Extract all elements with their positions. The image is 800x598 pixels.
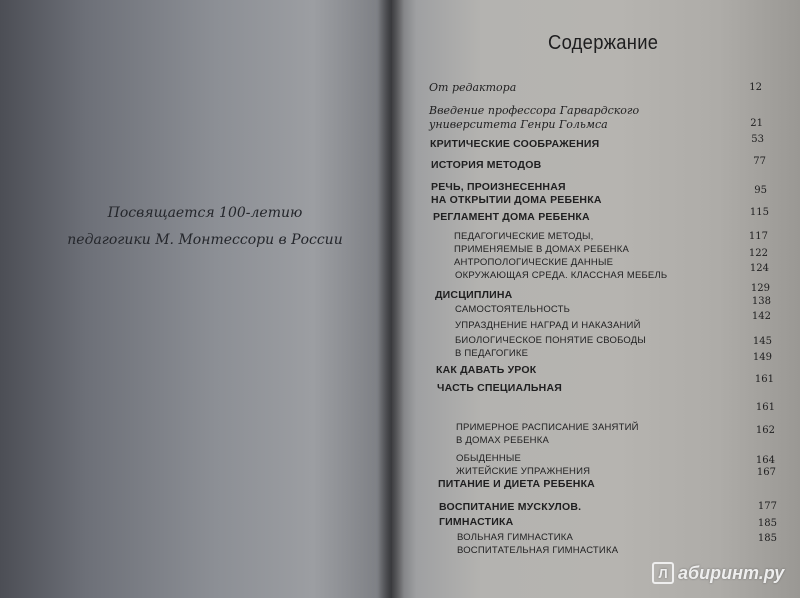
toc-entry-text: КРИТИЧЕСКИЕ СООБРАЖЕНИЯ [430, 138, 600, 150]
toc-entry-text: ИСТОРИЯ МЕТОДОВ [431, 159, 542, 171]
toc-entry-text: САМОСТОЯТЕЛЬНОСТЬ [455, 304, 571, 315]
toc-page-number: 122 [748, 248, 768, 259]
toc-entry-text: УПРАЗДНЕНИЕ НАГРАД И НАКАЗАНИЙ [455, 320, 641, 331]
toc-entry-text: РЕГЛАМЕНТ ДОМА РЕБЕНКА [433, 211, 590, 223]
toc-page-number: 129 [750, 283, 770, 294]
toc-page-number: 138 [751, 296, 771, 307]
toc-entry-text: ГИМНАСТИКА [439, 516, 514, 528]
toc-entry-text: В ДОМАХ РЕБЕНКА [456, 435, 549, 446]
toc-entry-text: ЧАСТЬ СПЕЦИАЛЬНАЯ [437, 382, 562, 394]
toc-entry-text: ВОЛЬНАЯ ГИМНАСТИКА [457, 532, 573, 543]
toc-page-number: 177 [757, 501, 777, 512]
toc-entry-text: РЕЧЬ, ПРОИЗНЕСЕННАЯ [431, 181, 566, 193]
toc-entry-text: КАК ДАВАТЬ УРОК [436, 364, 537, 376]
toc-page-number: 185 [757, 533, 777, 544]
toc-entry-text: ЖИТЕЙСКИЕ УПРАЖНЕНИЯ [456, 466, 591, 477]
toc-entry-text: ПРИМЕРНОЕ РАСПИСАНИЕ ЗАНЯТИЙ [456, 422, 639, 433]
toc-page-number: 162 [755, 425, 775, 436]
watermark-text: абиринт.ру [678, 562, 785, 583]
labirint-watermark [652, 562, 784, 584]
toc-entry-text: БИОЛОГИЧЕСКОЕ ПОНЯТИЕ СВОБОДЫ [455, 335, 647, 346]
labirint-logo-icon: Л [652, 562, 674, 584]
toc-page-number: 124 [749, 263, 769, 274]
toc-entry-text: НА ОТКРЫТИИ ДОМА РЕБЕНКА [431, 194, 602, 206]
toc-entry-text: ПИТАНИЕ И ДИЕТА РЕБЕНКА [438, 478, 595, 490]
toc-page-number: 117 [748, 231, 768, 242]
toc-entry-text: ВОСПИТАТЕЛЬНАЯ ГИМНАСТИКА [457, 545, 619, 556]
toc-entry-text: ОБЫДЕННЫЕ [456, 453, 522, 464]
toc-page-number: 167 [756, 467, 776, 478]
toc-entry-text: ДИСЦИПЛИНА [435, 289, 513, 301]
toc-page-number: 149 [752, 352, 772, 363]
toc-page-number: 142 [751, 311, 771, 322]
toc-entry-text: ОКРУЖАЮЩАЯ СРЕДА. КЛАССНАЯ МЕБЕЛЬ [455, 270, 668, 281]
toc-entry-text: От редактора [429, 81, 517, 94]
toc-page-number: 115 [749, 207, 769, 218]
toc-page-number: 161 [755, 402, 775, 413]
toc-page-number: 53 [751, 134, 764, 145]
toc-page-number: 95 [754, 185, 767, 196]
dedication-line-1: Посвящается 100-летию [107, 205, 303, 221]
dedication-line-2: педагогики М. Монтессори в России [67, 232, 343, 248]
toc-entry-text: ПРИМЕНЯЕМЫЕ В ДОМАХ РЕБЕНКА [454, 244, 629, 255]
toc-page-number: 21 [750, 118, 763, 129]
toc-entry-text: университета Генри Гольмса [429, 118, 608, 131]
toc-page-number: 12 [749, 82, 762, 93]
toc-page-number: 161 [754, 374, 774, 385]
toc-entry-text: Введение профессора Гарвардского [429, 104, 640, 117]
toc-title: Содержание [548, 32, 659, 54]
toc-entry-text: АНТРОПОЛОГИЧЕСКИЕ ДАННЫЕ [454, 257, 614, 268]
toc-entry-text: ВОСПИТАНИЕ МУСКУЛОВ. [439, 501, 582, 513]
toc-entry-text: ПЕДАГОГИЧЕСКИЕ МЕТОДЫ, [454, 231, 594, 242]
toc-page-number: 145 [752, 336, 772, 347]
toc-page-number: 185 [757, 518, 777, 529]
toc-page-number: 77 [753, 156, 766, 167]
toc-entry-text: В ПЕДАГОГИКЕ [455, 348, 529, 359]
toc-page-number: 164 [755, 455, 775, 466]
